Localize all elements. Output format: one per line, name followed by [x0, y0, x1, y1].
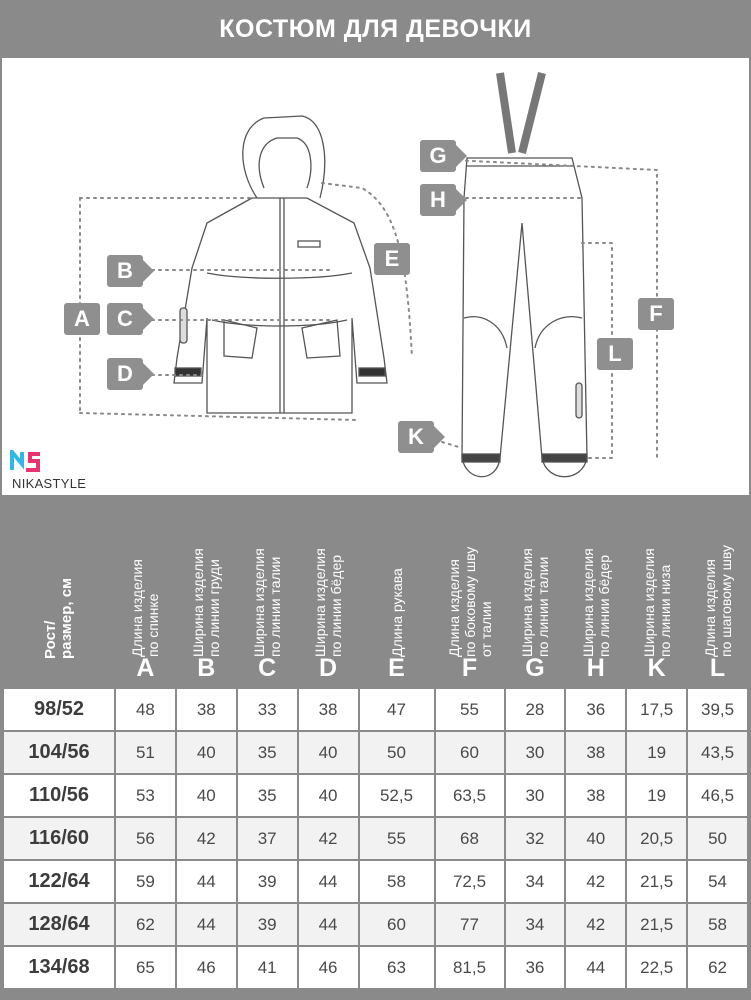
size-table [2, 497, 749, 1000]
label-k: K [398, 421, 434, 453]
size-cell: 104/56 [4, 732, 114, 773]
value-cell: 60 [360, 904, 434, 945]
value-cell: 44 [299, 861, 358, 902]
header-a: Длина изделия по спинке A [116, 499, 175, 687]
value-cell: 30 [506, 732, 565, 773]
value-cell: 19 [627, 732, 686, 773]
value-cell: 38 [299, 689, 358, 730]
value-cell: 44 [566, 947, 625, 988]
table-row [4, 861, 747, 902]
value-cell: 44 [177, 861, 236, 902]
value-cell: 35 [238, 732, 297, 773]
value-cell: 17,5 [627, 689, 686, 730]
value-cell: 52,5 [360, 775, 434, 816]
value-cell: 40 [566, 818, 625, 859]
label-a: A [64, 303, 100, 335]
brand-logo [10, 450, 120, 477]
value-cell: 35 [238, 775, 297, 816]
table-row [4, 947, 747, 988]
value-cell: 34 [506, 904, 565, 945]
value-cell: 54 [688, 861, 747, 902]
value-cell: 81,5 [436, 947, 504, 988]
value-cell: 40 [177, 775, 236, 816]
value-cell: 58 [360, 861, 434, 902]
value-cell: 42 [177, 818, 236, 859]
value-cell: 56 [116, 818, 175, 859]
table-header-row [4, 499, 747, 687]
value-cell: 77 [436, 904, 504, 945]
value-cell: 55 [360, 818, 434, 859]
value-cell: 63,5 [436, 775, 504, 816]
value-cell: 60 [436, 732, 504, 773]
value-cell: 65 [116, 947, 175, 988]
value-cell: 72,5 [436, 861, 504, 902]
table-row [4, 689, 747, 730]
size-cell: 116/60 [4, 818, 114, 859]
header-l: Длина изделия по шаговому шву L [688, 499, 747, 687]
size-cell: 134/68 [4, 947, 114, 988]
value-cell: 44 [177, 904, 236, 945]
value-cell: 28 [506, 689, 565, 730]
value-cell: 48 [116, 689, 175, 730]
value-cell: 42 [566, 904, 625, 945]
label-g: G [420, 140, 456, 172]
value-cell: 30 [506, 775, 565, 816]
value-cell: 40 [299, 775, 358, 816]
pants-drawing [462, 73, 587, 477]
value-cell: 38 [566, 732, 625, 773]
value-cell: 46,5 [688, 775, 747, 816]
value-cell: 62 [116, 904, 175, 945]
value-cell: 41 [238, 947, 297, 988]
size-cell: 98/52 [4, 689, 114, 730]
table-row [4, 904, 747, 945]
value-cell: 68 [436, 818, 504, 859]
table-row [4, 818, 747, 859]
value-cell: 21,5 [627, 904, 686, 945]
value-cell: 42 [299, 818, 358, 859]
value-cell: 55 [436, 689, 504, 730]
value-cell: 43,5 [688, 732, 747, 773]
label-f: F [638, 298, 674, 330]
value-cell: 39,5 [688, 689, 747, 730]
jacket-drawing [174, 116, 387, 413]
garment-diagram [2, 58, 749, 495]
value-cell: 21,5 [627, 861, 686, 902]
header-d: Ширина изделия по линии бёдер D [299, 499, 358, 687]
nikastyle-logo-icon [10, 450, 42, 472]
value-cell: 59 [116, 861, 175, 902]
header-b: Ширина изделия по линии груди B [177, 499, 236, 687]
label-e: E [374, 243, 410, 275]
header-k: Ширина изделия по линии низа K [627, 499, 686, 687]
value-cell: 22,5 [627, 947, 686, 988]
value-cell: 42 [566, 861, 625, 902]
value-cell: 38 [566, 775, 625, 816]
label-d: D [107, 358, 143, 390]
value-cell: 44 [299, 904, 358, 945]
header-c: Ширина изделия по линии талии C [238, 499, 297, 687]
value-cell: 40 [177, 732, 236, 773]
header-e: Длина рукава E [360, 499, 434, 687]
value-cell: 47 [360, 689, 434, 730]
value-cell: 19 [627, 775, 686, 816]
value-cell: 39 [238, 861, 297, 902]
value-cell: 46 [299, 947, 358, 988]
value-cell: 20,5 [627, 818, 686, 859]
label-c: C [107, 303, 143, 335]
value-cell: 58 [688, 904, 747, 945]
value-cell: 50 [688, 818, 747, 859]
value-cell: 33 [238, 689, 297, 730]
label-h: H [420, 184, 456, 216]
value-cell: 32 [506, 818, 565, 859]
value-cell: 40 [299, 732, 358, 773]
value-cell: 38 [177, 689, 236, 730]
size-cell: 128/64 [4, 904, 114, 945]
size-cell: 110/56 [4, 775, 114, 816]
header-size: Рост/ размер, см [4, 499, 114, 687]
header-f: Длина изделия по боковому шву от талии F [436, 499, 504, 687]
page-title: КОСТЮМ ДЛЯ ДЕВОЧКИ [0, 0, 751, 58]
value-cell: 50 [360, 732, 434, 773]
brand-name: NIKASTYLE [12, 476, 87, 491]
size-cell: 122/64 [4, 861, 114, 902]
header-g: Ширина изделия по линии талии G [506, 499, 565, 687]
value-cell: 53 [116, 775, 175, 816]
table-row [4, 775, 747, 816]
value-cell: 62 [688, 947, 747, 988]
table-row [4, 732, 747, 773]
value-cell: 36 [506, 947, 565, 988]
label-b: B [107, 255, 143, 287]
value-cell: 39 [238, 904, 297, 945]
value-cell: 36 [566, 689, 625, 730]
value-cell: 34 [506, 861, 565, 902]
header-h: Ширина изделия по линии бёдер H [566, 499, 625, 687]
value-cell: 63 [360, 947, 434, 988]
value-cell: 51 [116, 732, 175, 773]
value-cell: 46 [177, 947, 236, 988]
label-l: L [597, 338, 633, 370]
value-cell: 37 [238, 818, 297, 859]
